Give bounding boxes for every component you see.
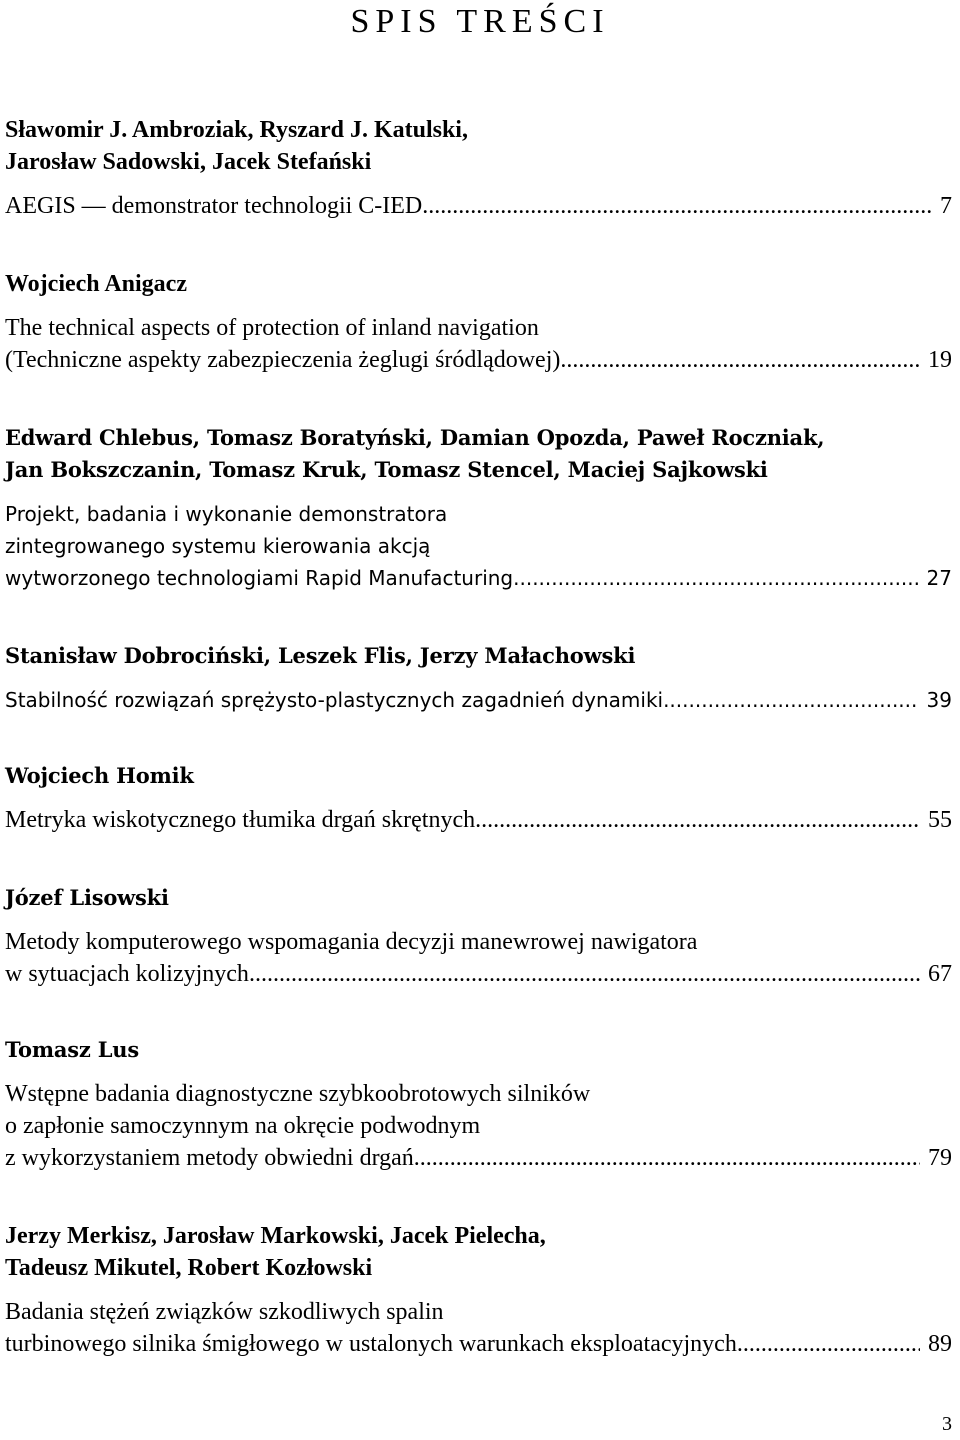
title-line: o zapłonie samoczynnym na okręcie podwodnym	[5, 1113, 481, 1139]
title-line: Projekt, badania i wykonanie demonstratora	[5, 502, 448, 526]
author-line: Jerzy Merkisz, Jarosław Markowski, Jacek Pielecha,	[5, 1223, 546, 1249]
entry-title	[5, 498, 960, 594]
entry-title	[5, 684, 960, 716]
toc-entry	[5, 1220, 960, 1360]
title-line: w sytuacjach kolizyjnych	[5, 961, 249, 987]
author-line: Jarosław Sadowski, Jacek Stefański	[5, 149, 372, 175]
page-ref: 79	[928, 1145, 952, 1171]
page-number: 3	[942, 1413, 952, 1435]
entry-title	[5, 804, 960, 836]
title-line: turbinowego silnika śmigłowego w ustalonych warunkach eksploatacyjnych	[5, 1331, 737, 1357]
page-ref: 67	[928, 961, 952, 987]
title-line: wytworzonego technologiami Rapid Manufacturing	[5, 566, 514, 590]
title-line-with-page	[5, 684, 952, 716]
author-line: Wojciech Homik	[5, 763, 194, 788]
title-line: zintegrowanego systemu kierowania akcją	[5, 534, 431, 558]
author-line: Stanisław Dobrociński, Leszek Flis, Jerzy Małachowski	[5, 643, 636, 668]
author-line: Tomasz Lus	[5, 1037, 139, 1062]
entry-title	[5, 1296, 960, 1360]
dot-leader	[422, 190, 932, 222]
page-ref: 39	[926, 688, 952, 712]
title-line: (Techniczne aspekty zabezpieczenia żeglugi śródlądowej)	[5, 347, 561, 373]
dot-leader	[663, 684, 918, 716]
author-line: Sławomir J. Ambroziak, Ryszard J. Katulski,	[5, 117, 468, 143]
dot-leader	[414, 1142, 920, 1174]
toc-entry	[5, 422, 960, 594]
title-line-with-page	[5, 190, 952, 222]
title-line-with-page	[5, 1328, 952, 1360]
author-line: Jan Bokszczanin, Tomasz Kruk, Tomasz Stencel, Maciej Sajkowski	[5, 457, 768, 482]
page-ref: 27	[926, 566, 952, 590]
entry-authors	[5, 1220, 960, 1284]
title-line: Metody komputerowego wspomagania decyzji manewrowej nawigatora	[5, 929, 698, 955]
page-ref: 7	[940, 193, 952, 219]
entry-authors	[5, 760, 960, 792]
title-line: The technical aspects of protection of inland navigation	[5, 315, 539, 341]
title-line: Wstępne badania diagnostyczne szybkoobrotowych silników	[5, 1081, 591, 1107]
dot-leader	[475, 804, 920, 836]
title-line-with-page	[5, 1142, 952, 1174]
author-line: Józef Lisowski	[5, 885, 169, 910]
author-line: Wojciech Anigacz	[5, 271, 187, 297]
dot-leader	[513, 562, 918, 594]
title-line-with-page	[5, 562, 952, 594]
entry-authors	[5, 1034, 960, 1066]
title-line: AEGIS — demonstrator technologii C-IED	[5, 193, 423, 219]
author-line: Edward Chlebus, Tomasz Boratyński, Damian Opozda, Paweł Roczniak,	[5, 425, 825, 450]
entry-authors	[5, 114, 960, 178]
author-line: Tadeusz Mikutel, Robert Kozłowski	[5, 1255, 373, 1281]
page-title: SPIS TREŚCI	[350, 3, 610, 40]
page-ref: 19	[928, 347, 952, 373]
title-line-with-page	[5, 804, 952, 836]
toc-entry	[5, 114, 960, 222]
toc-entry	[5, 1034, 960, 1174]
toc-entry	[5, 882, 960, 990]
page-ref: 89	[928, 1331, 952, 1357]
entry-authors	[5, 882, 960, 914]
title-line: Metryka wiskotycznego tłumika drgań skrętnych	[5, 807, 476, 833]
dot-leader	[737, 1328, 920, 1360]
entry-authors	[5, 422, 960, 486]
title-line-with-page	[5, 958, 952, 990]
dot-leader	[560, 344, 920, 376]
entry-title	[5, 1078, 960, 1174]
entry-authors	[5, 268, 960, 300]
title-line-with-page	[5, 344, 952, 376]
page-ref: 55	[928, 807, 952, 833]
title-line: z wykorzystaniem metody obwiedni drgań	[5, 1145, 414, 1171]
title-line: Stabilność rozwiązań sprężysto-plastycznych zagadnień dynamiki	[5, 688, 664, 712]
entry-title	[5, 926, 960, 990]
dot-leader	[249, 958, 920, 990]
toc-entry	[5, 640, 960, 716]
toc-entry	[5, 760, 960, 836]
entry-title	[5, 190, 960, 222]
toc-entry	[5, 268, 960, 376]
entry-title	[5, 312, 960, 376]
entry-authors	[5, 640, 960, 672]
title-line: Badania stężeń związków szkodliwych spalin	[5, 1299, 444, 1325]
